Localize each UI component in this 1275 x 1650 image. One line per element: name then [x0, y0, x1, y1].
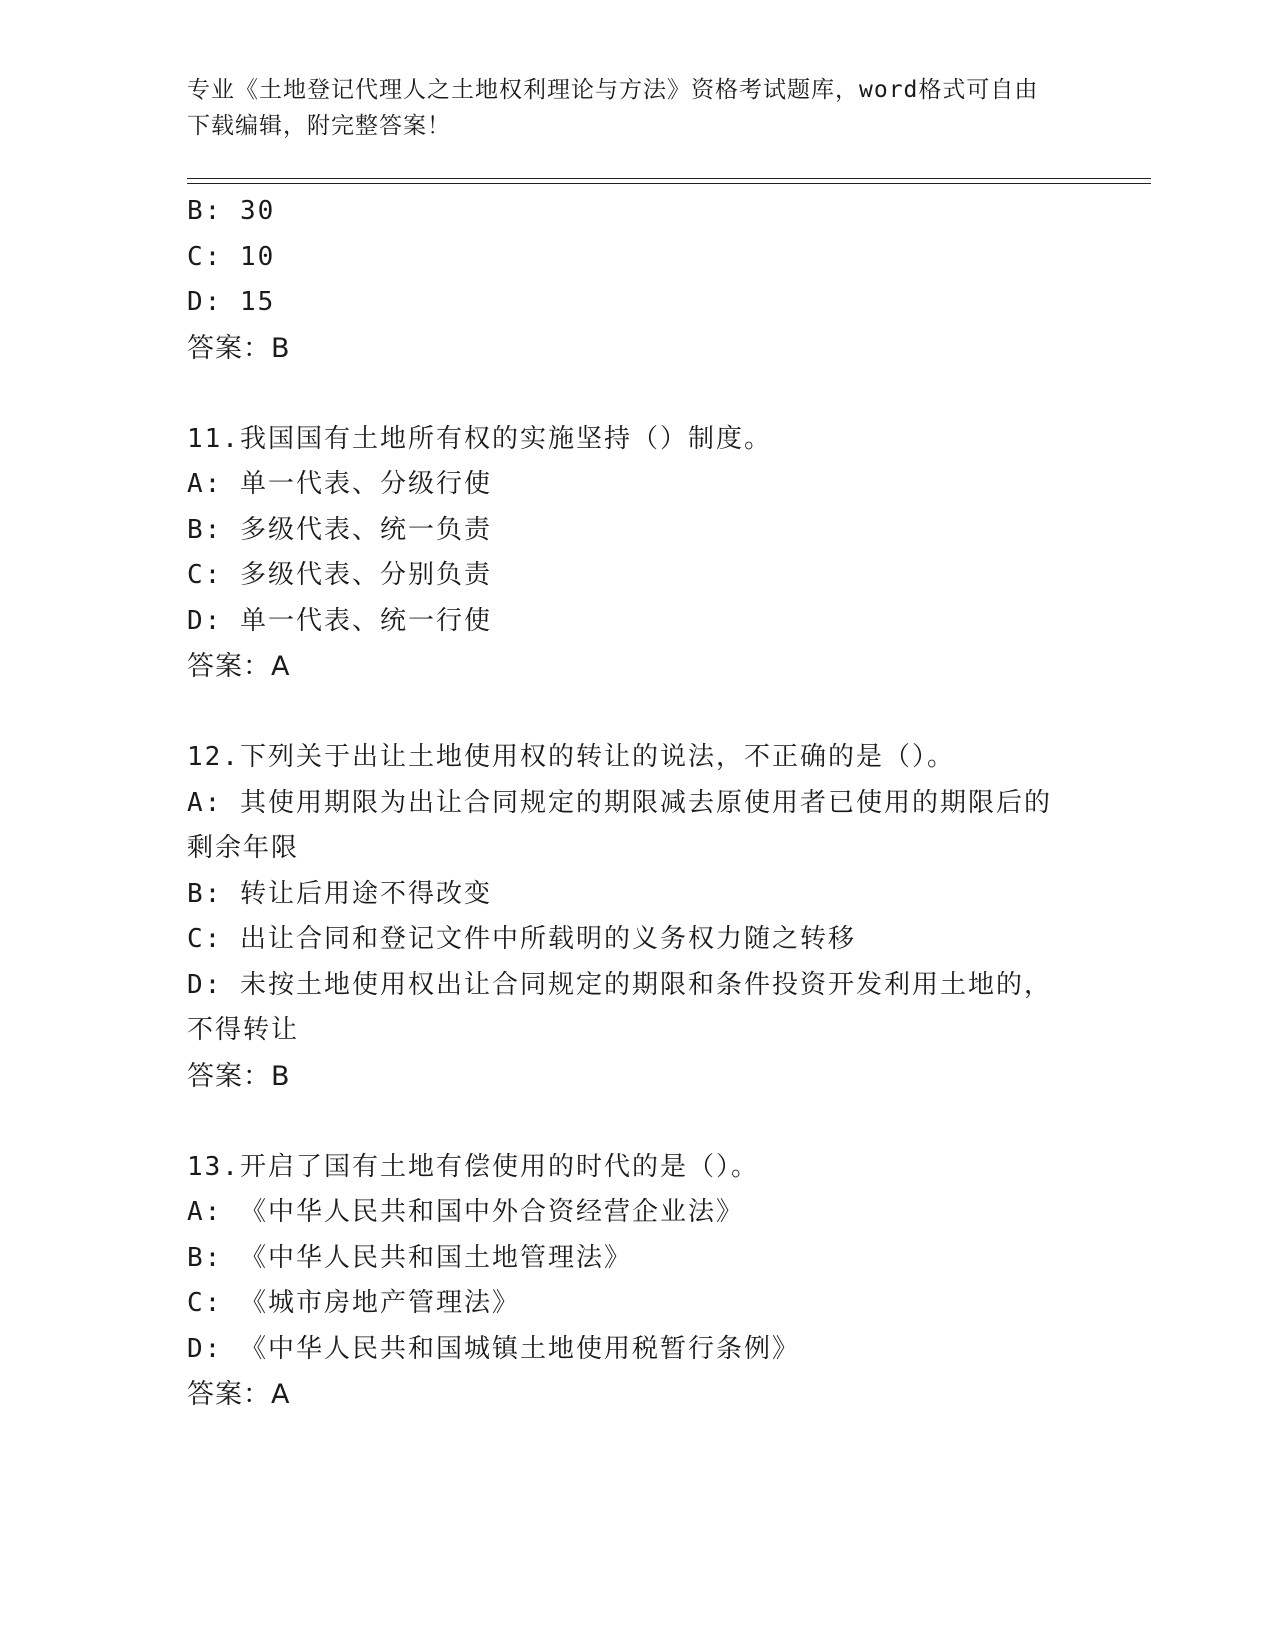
question-10-option-b: B: 30	[187, 196, 276, 226]
question-12-option-a-line-2: 剩余年限	[187, 833, 300, 863]
question-12-option-a-line-1: A: 其使用期限为出让合同规定的期限减去原使用者已使用的期限后的	[187, 787, 1052, 818]
question-13-option-d: D: 《中华人民共和国城镇土地使用税暂行条例》	[187, 1333, 800, 1364]
spacer	[187, 1099, 1087, 1145]
question-12-option-d-line-1: D: 未按土地使用权出让合同规定的期限和条件投资开发利用土地的，	[187, 969, 1052, 1000]
spacer	[187, 690, 1087, 736]
question-12-block	[187, 735, 1087, 1099]
question-12-answer: 答案：B	[187, 1060, 291, 1092]
question-11-block	[187, 417, 1087, 690]
question-10-block	[187, 189, 1087, 371]
header-divider-bottom	[187, 183, 1151, 184]
question-list	[187, 189, 1087, 1418]
question-12-text: 12.下列关于出让土地使用权的转让的说法，不正确的是（）。	[187, 742, 955, 772]
question-11-option-c: C: 多级代表、分别负责	[187, 560, 492, 590]
question-13-option-c: C: 《城市房地产管理法》	[187, 1288, 520, 1318]
question-11-option-d: D: 单一代表、统一行使	[187, 605, 492, 636]
header-line-1: 专业《土地登记代理人之土地权利理论与方法》资格考试题库，word格式可自由	[187, 77, 1039, 103]
spacer	[187, 371, 1087, 417]
question-11-answer: 答案：A	[187, 651, 291, 682]
question-10-answer: 答案：B	[187, 332, 291, 364]
question-10-option-c: C: 10	[187, 241, 276, 272]
question-13-text: 13.开启了国有土地有偿使用的时代的是（）。	[187, 1151, 759, 1182]
page-header	[187, 72, 1067, 144]
question-12-option-d-line-2: 不得转让	[187, 1015, 300, 1045]
question-11-text: 11.我国国有土地所有权的实施坚持（）制度。	[187, 423, 772, 454]
question-11-option-a: A: 单一代表、分级行使	[187, 469, 492, 499]
question-13-answer: 答案：A	[187, 1379, 291, 1410]
question-12-option-b: B: 转让后用途不得改变	[187, 878, 492, 909]
question-11-option-b: B: 多级代表、统一负责	[187, 514, 492, 545]
question-13-option-a: A: 《中华人民共和国中外合资经营企业法》	[187, 1197, 744, 1227]
header-line-2: 下载编辑，附完整答案！	[187, 113, 451, 139]
header-divider-top	[187, 178, 1151, 179]
question-13-option-b: B: 《中华人民共和国土地管理法》	[187, 1242, 632, 1273]
question-13-block	[187, 1145, 1087, 1418]
question-12-option-c: C: 出让合同和登记文件中所载明的义务权力随之转移	[187, 924, 856, 954]
question-10-option-d: D: 15	[187, 287, 276, 317]
